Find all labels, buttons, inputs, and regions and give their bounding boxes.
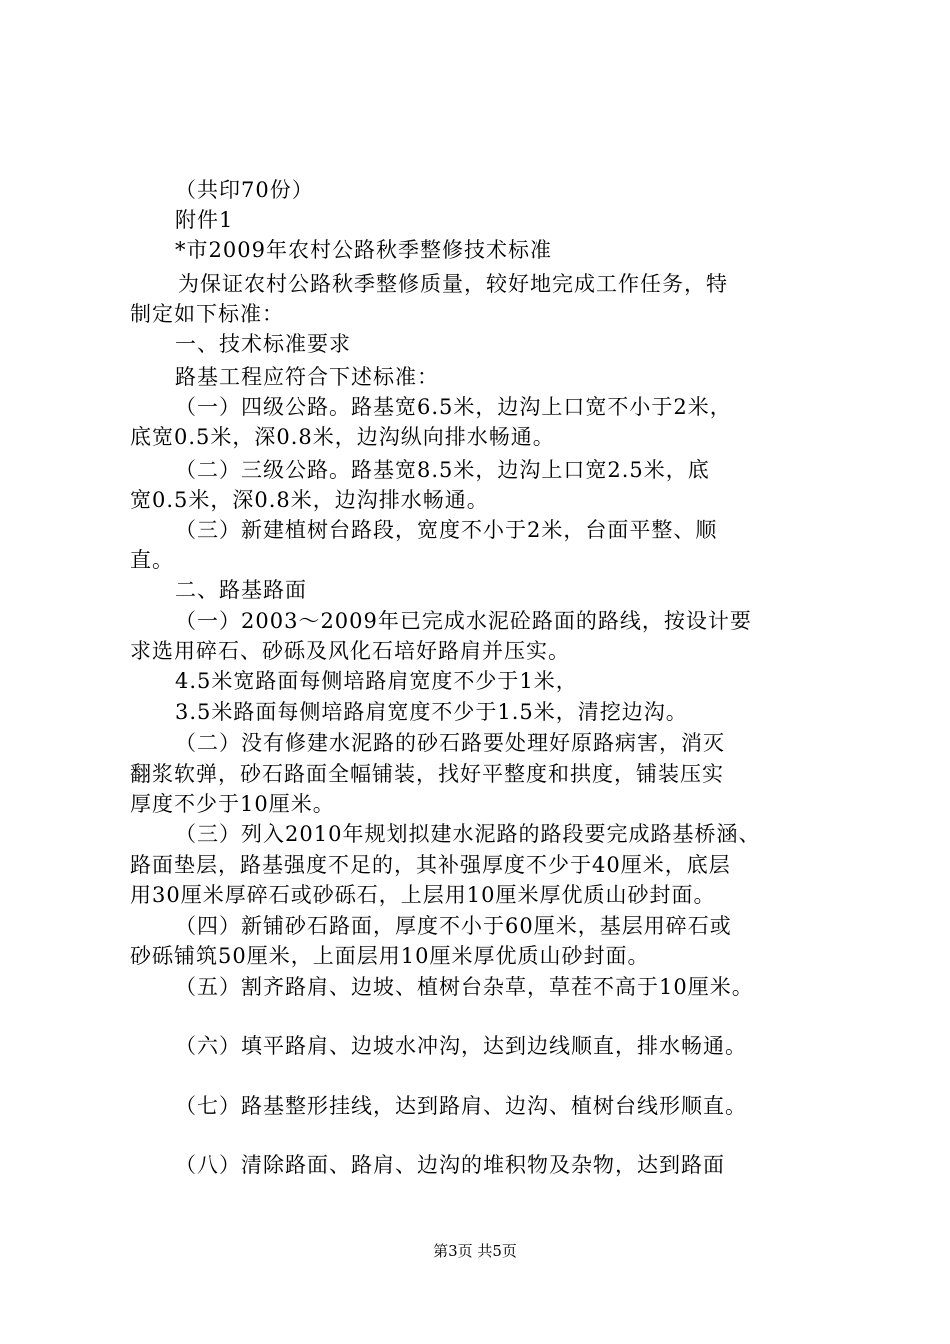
- paragraph-line: 砂砾铺筑50厘米，上面层用10厘米厚优质山砂封面。: [130, 944, 650, 968]
- paragraph-line: 求选用碎石、砂砾及风化石培好路肩并压实。: [130, 639, 570, 663]
- paragraph-line: （五）割齐路肩、边坡、植树台杂草，草茬不高于10厘米。: [175, 975, 754, 999]
- document-title: *市2009年农村公路秋季整修技术标准: [175, 238, 552, 262]
- print-count-note: （共印70份）: [175, 178, 314, 202]
- paragraph-line: （三）列入2010年规划拟建水泥路的路段要完成路基桥涵、: [175, 822, 761, 846]
- paragraph-line: 底宽0.5米，深0.8米，边沟纵向排水畅通。: [130, 425, 555, 449]
- paragraph-line: （四）新铺砂石路面，厚度不小于60厘米，基层用碎石或: [175, 914, 732, 938]
- paragraph-line: 用30厘米厚碎石或砂砾石，上层用10厘米厚优质山砂封面。: [130, 883, 716, 907]
- section-heading: 一、技术标准要求: [175, 332, 351, 356]
- paragraph-line: （七）路基整形挂线，达到路肩、边沟、植树台线形顺直。: [175, 1094, 747, 1118]
- paragraph-line: （一）2003～2009年已完成水泥砼路面的路线，按设计要: [175, 609, 752, 633]
- paragraph-line: 4.5米宽路面每侧培路肩宽度不少于1米，: [175, 669, 578, 693]
- paragraph-line: 直。: [130, 548, 174, 572]
- paragraph-line: （六）填平路肩、边坡水冲沟，达到边线顺直，排水畅通。: [175, 1034, 747, 1058]
- paragraph-line: 路面垫层，路基强度不足的，其补强厚度不少于40厘米，底层: [130, 853, 731, 877]
- attachment-label: 附件1: [175, 208, 234, 232]
- section-heading: 二、路基路面: [175, 578, 307, 602]
- paragraph-line: 路基工程应符合下述标准：: [175, 365, 439, 389]
- paragraph-line: （八）清除路面、路肩、边沟的堆积物及杂物，达到路面: [175, 1153, 725, 1177]
- paragraph-line: （一）四级公路。路基宽6.5米，边沟上口宽不小于2米，: [175, 395, 732, 419]
- paragraph-line: 厚度不少于10厘米。: [130, 792, 335, 816]
- paragraph-line: 为保证农村公路秋季整修质量，较好地完成工作任务，特: [178, 272, 728, 296]
- page-number-footer: 第3页 共5页: [433, 1242, 517, 1260]
- paragraph-line: （二）没有修建水泥路的砂石路要处理好原路病害，消灭: [175, 731, 725, 755]
- paragraph-line: 3.5米路面每侧培路肩宽度不少于1.5米，清挖边沟。: [175, 700, 688, 724]
- paragraph-line: （三）新建植树台路段，宽度不小于2米，台面平整、顺: [175, 518, 718, 542]
- paragraph-line: 宽0.5米，深0.8米，边沟排水畅通。: [130, 488, 489, 512]
- paragraph-line: 翻浆软弹，砂石路面全幅铺装，找好平整度和拱度，铺装压实: [130, 762, 724, 786]
- paragraph-line: 制定如下标准：: [130, 302, 284, 326]
- paragraph-line: （二）三级公路。路基宽8.5米，边沟上口宽2.5米，底: [175, 458, 710, 482]
